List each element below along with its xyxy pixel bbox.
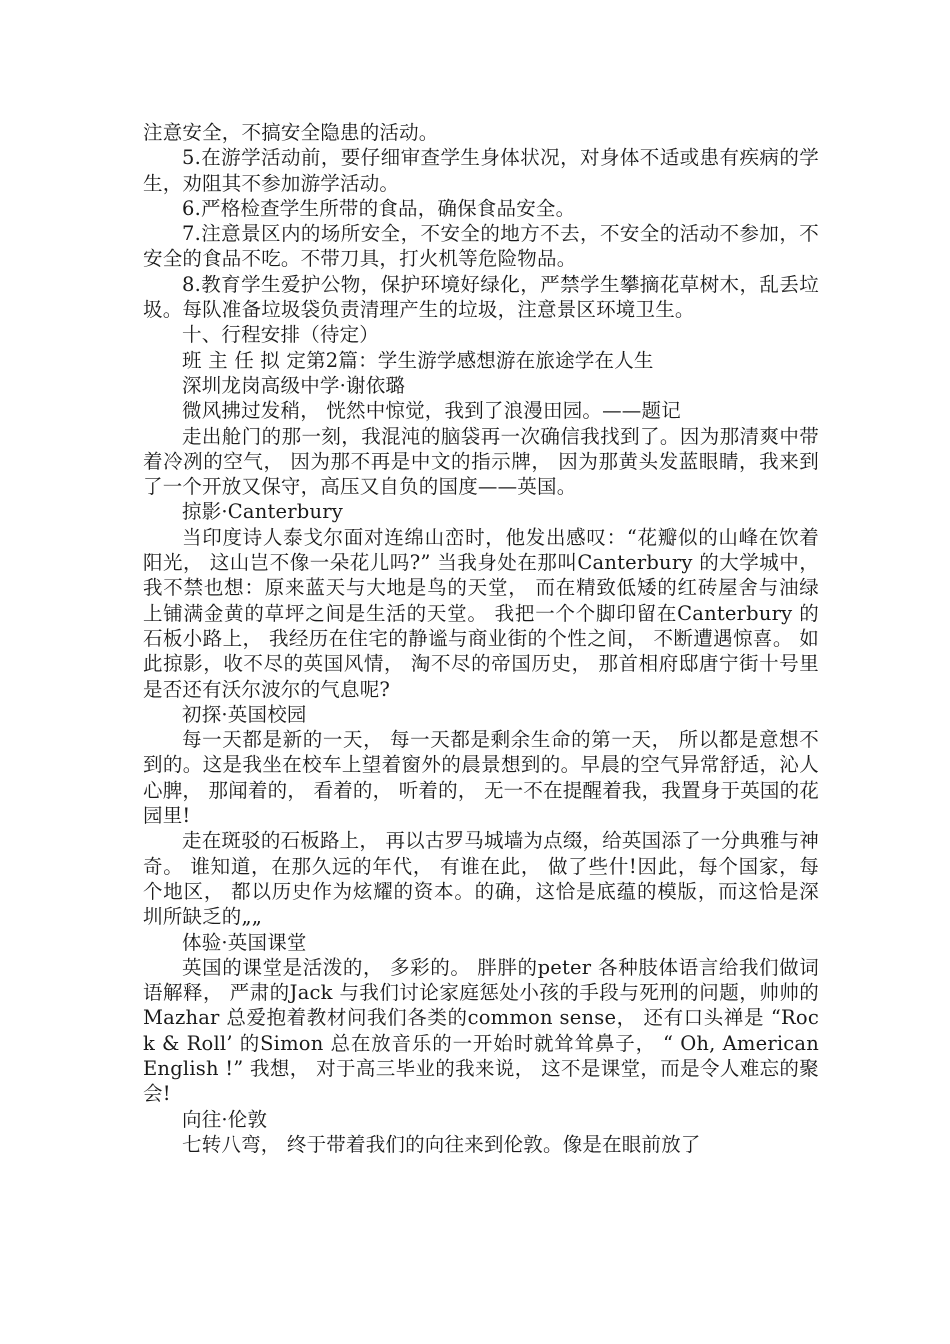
paragraph: 每一天都是新的一天， 每一天都是剩余生命的第一天， 所以都是意想不到的。这是我坐在校车上望着窗外的晨景想到的。早晨的空气异常舒适，沁人心脾， 那闻着的， 看着的， 听着的， 无一不在提醒着我，我置身于英国的花园里!: [143, 728, 819, 828]
paragraph: 深圳龙岗高级中学·谢依璐: [182, 373, 406, 397]
paragraph: 走出舱门的那一刻，我混沌的脑袋再一次确信我找到了。因为那清爽中带着冷冽的空气， 因为那不再是中文的指示牌， 因为那黄头发蓝眼睛，我来到了一个开放又保守，高压又自负的国度——英国。: [143, 424, 819, 499]
paragraph: 英国的课堂是活泼的， 多彩的。 胖胖的peter 各种肢体语言给我们做词语解释， 严肃的Jack 与我们讨论家庭惩处小孩的手段与死刑的问题，帅帅的Mazhar 总爱抱着教材问我们各类的common sense， 还有口头禅是 “Rock & Roll’ 的Simon 总在放音乐的一开始时就耸耸鼻子， “ Oh, American English !” 我想， 对于高三毕业的我来说， 这不是课堂，而是令人难忘的聚会!: [143, 955, 819, 1106]
paragraph: 初探·英国校园: [182, 702, 307, 726]
paragraph: 七转八弯， 终于带着我们的向往来到伦敦。像是在眼前放了: [182, 1132, 701, 1156]
paragraph: 6.严格检查学生所带的食品，确保食品安全。: [182, 196, 576, 220]
paragraph: 微风拂过发稍， 恍然中惊觉，我到了浪漫田园。——题记: [182, 399, 681, 423]
paragraph: 掠影·Canterbury: [182, 500, 343, 524]
paragraph: 8.教育学生爱护公物，保护环境好绿化，严禁学生攀摘花草树木，乱丢垃圾。每队准备垃圾袋负责清理产生的垃圾，注意景区环境卫生。: [143, 272, 819, 322]
paragraph: 走在斑驳的石板路上， 再以古罗马城墙为点缀，给英国添了一分典雅与神奇。 谁知道，在那久远的年代， 有谁在此， 做了些什!因此，每个国家，每个地区， 都以历史作为炫耀的资本。的确，这恰是底蕴的模版，而这恰是深圳所缺乏的„„: [143, 829, 819, 929]
document-body: [143, 120, 819, 1157]
paragraph: 7.注意景区内的场所安全，不安全的地方不去，不安全的活动不参加，不安全的食品不吃。不带刀具，打火机等危险物品。: [143, 222, 819, 271]
paragraph: 十、行程安排（待定）: [182, 323, 380, 347]
paragraph: 班 主 任 拟 定第2篇：学生游学感想游在旅途学在人生: [182, 348, 654, 372]
paragraph: 注意安全，不搞安全隐患的活动。: [143, 121, 439, 144]
paragraph: 体验·英国课堂: [182, 930, 307, 954]
paragraph: 向往·伦敦: [182, 1107, 268, 1131]
paragraph: 5.在游学活动前，要仔细审查学生身体状况，对身体不适或患有疾病的学生，劝阻其不参加游学活动。: [143, 146, 819, 195]
paragraph: 当印度诗人泰戈尔面对连绵山峦时，他发出感叹：“花瓣似的山峰在饮着阳光， 这山岂不像一朵花儿吗?” 当我身处在那叫Canterbury 的大学城中， 我不禁也想：原来蓝天与大地是鸟的天堂， 而在精致低矮的红砖屋舍与油绿上铺满金黄的草坪之间是生活的天堂。 我把一个个脚印留在Canterbury 的石板小路上， 我经历在住宅的静谧与商业街的个性之间， 不断遭遇惊喜。 如此掠影，收不尽的英国风情， 淘不尽的帝国历史， 那首相府邸唐宁街十号里是否还有沃尔波尔的气息呢?: [143, 525, 819, 701]
